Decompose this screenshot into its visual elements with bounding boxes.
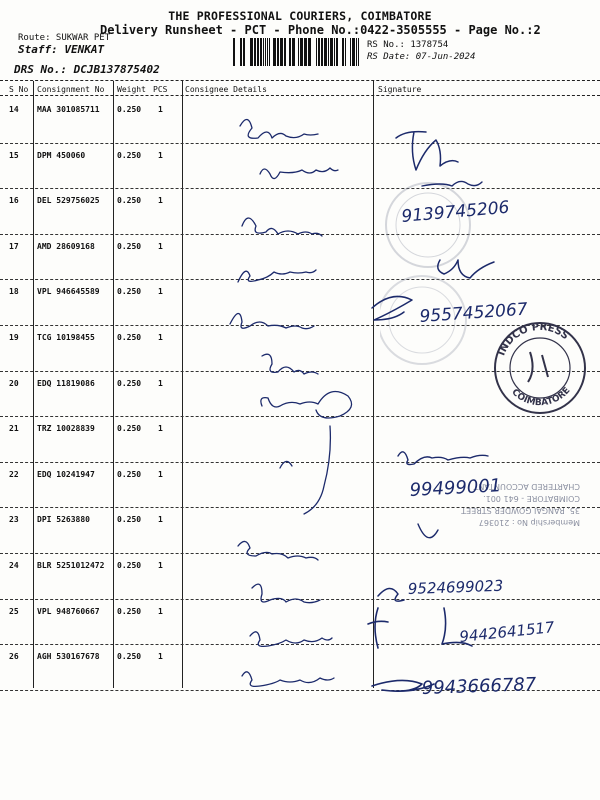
barcode-bar <box>308 38 311 66</box>
cell-sno: 22 <box>9 469 19 479</box>
handwritten-phone-18: 9557452067 <box>418 299 529 327</box>
barcode-bar <box>328 38 329 66</box>
consignee-signature-25 <box>250 632 332 647</box>
cell-pcs: 1 <box>158 515 163 525</box>
recipient-signature-17 <box>438 260 494 278</box>
cell-weight: 0.250 <box>117 515 142 525</box>
col-sno: S No <box>9 85 29 94</box>
rs-date: RS Date: 07-Jun-2024 <box>367 52 476 62</box>
handwritten-phone-24: 9524699023 <box>407 576 504 598</box>
cell-sno: 15 <box>9 150 19 160</box>
recipient-signature-18 <box>372 296 412 320</box>
col-consignment: Consignment No <box>37 85 105 94</box>
cell-consignment: TCG 10198455 <box>37 333 95 342</box>
barcode-bar <box>233 38 235 66</box>
barcode-bar <box>267 38 268 66</box>
svg-text:CHARTERED ACCOUNTANT: CHARTERED ACCOUNTANT <box>473 482 580 491</box>
col-consignee: Consignee Details <box>185 85 267 94</box>
cell-sno: 24 <box>9 561 19 570</box>
header-rule <box>0 80 600 81</box>
cell-consignment: AMD 28609168 <box>37 241 95 251</box>
runsheet-title: Delivery Runsheet - PCT - Phone No.:0422-3505555 - Page No.:2 <box>100 23 541 37</box>
cell-sno: 18 <box>9 287 19 297</box>
barcode-bar <box>300 38 303 66</box>
cell-weight: 0.250 <box>117 469 142 479</box>
cell-pcs: 1 <box>158 606 163 616</box>
cell-consignment: DPM 450060 <box>37 150 86 160</box>
cell-sno: 25 <box>9 606 19 616</box>
barcode-bar <box>318 38 320 66</box>
barcode-bar <box>358 38 359 66</box>
cell-weight: 0.250 <box>117 105 142 114</box>
cell-weight: 0.250 <box>117 241 142 251</box>
cell-sno: 21 <box>9 424 19 434</box>
cell-consignment: AGH 530167678 <box>37 652 100 662</box>
cell-pcs: 1 <box>158 561 163 570</box>
cell-sno: 20 <box>9 378 19 388</box>
barcode-bar <box>324 38 327 66</box>
cell-consignment: BLR 5251012472 <box>37 561 105 570</box>
handwritten-phone-26: 9943666787 <box>421 674 537 699</box>
handwritten-phone-22: 99499001 <box>409 475 502 501</box>
consignee-signature-17 <box>238 270 316 282</box>
consignee-signature-24 <box>252 584 320 603</box>
barcode-bar <box>356 38 357 66</box>
handwriting-layer <box>182 96 600 716</box>
recipient-signature-25 <box>368 608 472 648</box>
barcode-bar <box>250 38 253 66</box>
recipient-signature-22 <box>398 452 488 465</box>
handwritten-phone-25: 9442641517 <box>458 618 556 646</box>
consignee-signature-15 <box>260 168 338 179</box>
consignee-signature-26 <box>242 672 334 687</box>
consignee-signature-18 <box>230 313 314 328</box>
barcode-bar <box>243 38 245 66</box>
cell-weight: 0.250 <box>117 424 142 434</box>
barcode-bar <box>254 38 256 66</box>
cell-pcs: 1 <box>158 652 163 662</box>
barcode-bar <box>352 38 355 66</box>
recipient-signature-15 <box>422 181 482 186</box>
barcode-bar <box>304 38 307 66</box>
cell-consignment: MAA 301085711 <box>37 105 100 114</box>
cell-pcs: 1 <box>158 196 163 206</box>
barcode-bar <box>284 38 286 66</box>
cell-weight: 0.250 <box>117 150 142 160</box>
col-pcs: PCS <box>153 85 168 94</box>
cell-pcs: 1 <box>158 333 163 342</box>
cell-sno: 16 <box>9 196 19 206</box>
barcode-bar <box>298 38 299 66</box>
col-weight: Weight <box>117 85 146 94</box>
cell-pcs: 1 <box>158 424 163 434</box>
cell-pcs: 1 <box>158 469 163 479</box>
consignee-signature-20 <box>261 392 352 419</box>
cell-consignment: EDQ 10241947 <box>37 469 95 479</box>
svg-text:Membership No : 210367: Membership No : 210367 <box>478 518 580 527</box>
consignee-signature-23 <box>238 541 318 560</box>
cell-pcs: 1 <box>158 241 163 251</box>
barcode-bar <box>342 38 344 66</box>
cell-consignment: VPL 946645589 <box>37 287 100 297</box>
cell-pcs: 1 <box>158 287 163 297</box>
cell-weight: 0.250 <box>117 378 142 388</box>
cell-sno: 23 <box>9 515 19 525</box>
consignee-signature-19 <box>262 354 318 374</box>
barcode-bar <box>273 38 276 66</box>
cell-sno: 26 <box>9 652 19 662</box>
column-divider <box>33 81 34 688</box>
consignee-signature-21 <box>280 426 330 514</box>
cell-consignment: VPL 948760667 <box>37 606 100 616</box>
barcode-bar <box>269 38 270 66</box>
barcode-bar <box>321 38 323 66</box>
cell-sno: 19 <box>9 333 19 342</box>
cell-weight: 0.250 <box>117 196 142 206</box>
cell-weight: 0.250 <box>117 287 142 297</box>
barcode <box>233 38 361 66</box>
recipient-signature-14 <box>396 132 458 170</box>
barcode-bar <box>292 38 295 66</box>
cell-weight: 0.250 <box>117 561 142 570</box>
barcode-bar <box>316 38 317 66</box>
barcode-bar <box>330 38 333 66</box>
barcode-bar <box>263 38 264 66</box>
svg-text:35, RANGAI GOWDER STREET: 35, RANGAI GOWDER STREET <box>461 506 580 515</box>
barcode-bar <box>336 38 338 66</box>
cell-pcs: 1 <box>158 105 163 114</box>
recipient-signature-23 <box>418 524 438 538</box>
cell-weight: 0.250 <box>117 652 142 662</box>
cell-pcs: 1 <box>158 378 163 388</box>
cell-consignment: DEL 529756025 <box>37 196 100 206</box>
svg-text:INDCO PRESS: INDCO PRESS <box>496 321 571 358</box>
svg-text:COIMBATORE - 641 001.: COIMBATORE - 641 001. <box>483 494 580 503</box>
consignee-signature-14 <box>240 119 318 138</box>
col-signature: Signature <box>378 85 422 94</box>
cell-sno: 17 <box>9 241 19 251</box>
barcode-bar <box>277 38 279 66</box>
staff-label: Staff: VENKAT <box>18 43 105 56</box>
cell-sno: 14 <box>9 105 19 114</box>
cell-weight: 0.250 <box>117 606 142 616</box>
barcode-bar <box>260 38 262 66</box>
barcode-bar <box>280 38 283 66</box>
barcode-bar <box>257 38 259 66</box>
recipient-signature-24 <box>378 588 404 601</box>
barcode-bar <box>240 38 242 66</box>
barcode-bar <box>265 38 266 66</box>
barcode-bar <box>350 38 351 66</box>
cell-weight: 0.250 <box>117 333 142 342</box>
cell-consignment: EDQ 11819086 <box>37 378 95 388</box>
barcode-bar <box>345 38 346 66</box>
column-divider <box>113 81 114 688</box>
barcode-bar <box>289 38 291 66</box>
consignee-signature-16 <box>242 218 322 236</box>
cell-consignment: TRZ 10028839 <box>37 424 95 434</box>
handwritten-phone-16: 9139745206 <box>400 197 511 227</box>
barcode-bar <box>334 38 335 66</box>
route-label: Route: SUKWAR PET <box>18 33 111 43</box>
rs-number: RS No.: 1378754 <box>367 40 449 50</box>
cell-pcs: 1 <box>158 150 163 160</box>
cell-consignment: DPI 5263880 <box>37 515 90 525</box>
svg-text:COIMBATORE: COIMBATORE <box>509 385 573 409</box>
drs-number: DRS No.: DCJB137875402 <box>14 63 160 76</box>
company-name: THE PROFESSIONAL COURIERS, COIMBATORE <box>168 9 432 23</box>
